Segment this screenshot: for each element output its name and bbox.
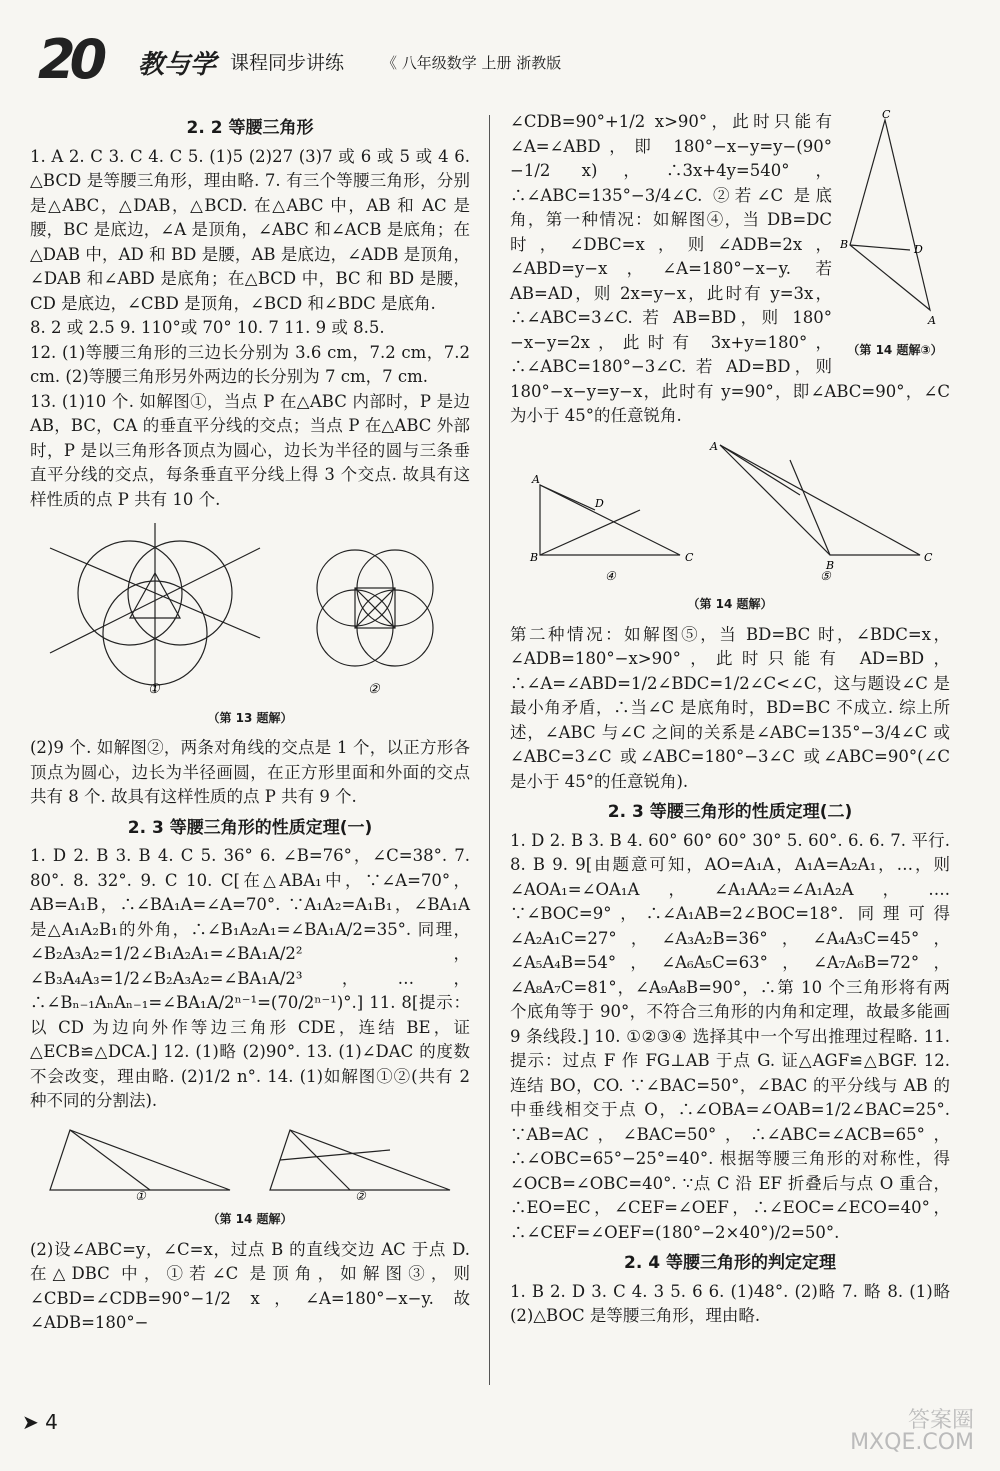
svg-text:②: ② bbox=[368, 682, 380, 697]
svg-text:A: A bbox=[928, 314, 936, 327]
section-title: 2. 2 等腰三角形 bbox=[186, 118, 314, 138]
svg-text:②: ② bbox=[355, 1188, 366, 1200]
svg-text:⑤: ⑤ bbox=[820, 568, 831, 583]
figure-14-c bbox=[840, 110, 950, 362]
svg-text:①: ① bbox=[148, 682, 160, 697]
right-column bbox=[510, 110, 950, 1329]
page-number: 4 bbox=[45, 1410, 58, 1434]
svg-text:C: C bbox=[685, 550, 694, 564]
answer-paragraph: 1. A 2. C 3. C 4. C 5. (1)5 (2)27 (3)7 或 6 或 5 或 4 6. △BCD 是等腰三角形，理由略. 7. 有三个等腰三角形，分别是△ABC，△DAB，△BCD. 在△ABC 中，AB 和 AC 是腰，BC 是底边，∠A 是顶角，∠ABC 和∠ACB 是底角；在△DAB 中，AD 和 BD 是腰，AB 是底边，∠ADB 是顶角，∠DAB 和∠ABD 是底角；在△BCD 中，BC 和 BD 是腰，CD 是底边，∠CBD 是顶角，∠BCD 和∠BDC 是底角. bbox=[30, 146, 470, 313]
brand-title: 教与学 bbox=[138, 50, 217, 80]
column-divider bbox=[489, 115, 490, 1385]
figure-13-diagram bbox=[30, 518, 470, 698]
svg-text:C: C bbox=[882, 110, 891, 121]
figure-14-triangles bbox=[30, 1120, 470, 1200]
figure-caption: （第 14 题解） bbox=[687, 597, 773, 611]
watermark-line: 答案圈 bbox=[907, 1408, 974, 1433]
logo-mark: 20 bbox=[38, 28, 102, 91]
svg-text:④: ④ bbox=[605, 568, 616, 583]
svg-text:B: B bbox=[826, 558, 835, 572]
answer-paragraph: 13. (1)10 个. 如解图①，当点 P 在△ABC 内部时，P 是边 AB，BC，CA 的垂直平分线的交点；当点 P 在△ABC 外部时，P 是以三角形各顶点为圆心，边长为半径的圆与三条垂直平分线的交点，每条垂直平分线上得 3 个交点. 故具有这样性质的点 P 共有 10 个. bbox=[30, 391, 470, 509]
svg-text:C: C bbox=[924, 550, 933, 564]
figure-14c-diagram bbox=[840, 110, 950, 330]
figure-14-d bbox=[510, 435, 950, 617]
answer-paragraph: 第二种情况：如解图⑤，当 BD=BC 时，∠BDC=x，∠ADB=180°−x>90°，此时只能有 AD=BD，∴∠A=∠ABD=1/2∠BDC=1/2∠C<∠C，这与题设∠C 是最小角矛盾，∴当∠C 是底角时，BD=BC 不成立. 综上所述，∠ABC 与∠C 之间的关系是∠ABC=135°−3/4∠C 或∠ABC=3∠C 或∠ABC=180°−3∠C 或∠ABC=90°(∠C 是小于 45°的任意锐角). bbox=[510, 624, 950, 791]
answer-paragraph: 1. D 2. B 3. B 4. 60° 60° 60° 30° 5. 60°. 6. 6. 7. 平行. 8. B 9. 9[由题意可知，AO=A₁A，A₁A=A₂A₁，…，则∠AOA₁=∠OA₁A，∠A₁AA₂=∠A₁A₂A，…. ∵∠BOC=9°，∴∠A₁AB=2∠BOC=18°. 同理可得∠A₂A₁C=27°，∠A₃A₂B=36°，∠A₄A₃C=45°，∠A₅A₄B=54°，∠A₆A₅C=63°，∠A₇A₆B=72°，∠A₈A₇C=81°，∠A₉A₈B=90°，∴第 10 个三角形将有两个底角等于 90°，不符合三角形的内角和定理，故最多能画 9 条线段.] 10. ①②③④ 选择其中一个写出推理过程略. 11. 提示：过点 F 作 FG⊥AB 于点 G. 证△AGF≌△BGF. 12. 连结 BO，CO. ∵∠BAC=50°，∠BAC 的平分线与 AB 的中垂线相交于点 O，∴∠OBA=∠OAB=1/2∠BAC=25°. ∵AB=AC，∠BAC=50°，∴∠ABC=∠ACB=65°，∴∠OBC=65°−25°=40°. 根据等腰三角形的对称性，得∠OCB=∠OBC=40°. ∵点 C 沿 EF 折叠后与点 O 重合，∴EO=EC，∠CEF=∠OEF，∴∠EOC=∠ECO=40°，∴∠CEF=∠OEF=(180°−2×40°)/2=50°. bbox=[510, 830, 950, 1242]
figure-caption: （第 14 题解③） bbox=[847, 342, 943, 357]
answer-paragraph: ∠CDB=90°+1/2 x>90°，此时只能有∠A=∠ABD，即 180°−x−y=y−(90°−1/2 x)，∴3x+4y=540°，∴∠ABC=135°−3/4∠C. ②若∠C 是底角，第一种情况：如解图④，当 DB=DC 时，∠DBC=x，则∠ADB=2x，∠ABD=y−x，∠A=180°−x−y. 若 AB=AD，则 2x=y−x，此时有 y=3x，∴∠ABC=3∠C. 若 AB=BD，则 180°−x−y=2x，此时有 3x+y=180°，∴∠ABC=180°−3∠C. 若 AD=BD，则 180°−x−y=y−x，此时有 y=90°，即∠ABC=90°，∠C 为小于 45°的任意锐角. bbox=[510, 112, 950, 425]
page-footer bbox=[22, 1410, 58, 1434]
svg-text:A: A bbox=[710, 439, 718, 453]
section-title: 2. 3 等腰三角形的性质定理(二) bbox=[607, 802, 853, 822]
left-column bbox=[30, 110, 470, 1336]
figure-13 bbox=[30, 518, 470, 730]
grade-label: 《 八年级数学 上册 浙教版 bbox=[382, 54, 562, 72]
figure-14de-diagram bbox=[510, 435, 950, 585]
page-header bbox=[30, 28, 970, 98]
watermark bbox=[850, 1410, 974, 1454]
svg-text:B: B bbox=[840, 238, 849, 251]
svg-text:A: A bbox=[532, 472, 540, 486]
figure-14-a bbox=[30, 1120, 470, 1232]
section-title: 2. 4 等腰三角形的判定定理 bbox=[624, 1253, 836, 1273]
svg-text:D: D bbox=[914, 243, 923, 256]
figure-caption: （第 13 题解） bbox=[207, 710, 293, 725]
watermark-line: MXQE.COM bbox=[850, 1430, 974, 1455]
section-title: 2. 3 等腰三角形的性质定理(一) bbox=[127, 817, 373, 838]
svg-text:①: ① bbox=[135, 1188, 146, 1200]
answer-paragraph: 8. 2 或 2.5 9. 110°或 70° 10. 7 11. 9 或 8.5. bbox=[30, 318, 385, 337]
arrow-icon: ➤ bbox=[22, 1410, 46, 1434]
answer-paragraph: 1. D 2. B 3. B 4. C 5. 36° 6. ∠B=76°，∠C=38°. 7. 80°. 8. 32°. 9. C 10. C[在△ABA₁中，∵∠A=70°，AB=A₁B，∴∠BA₁A=∠A=70°. ∵A₁A₂=A₁B₁，∠BA₁A 是△A₁A₂B₁的外角，∴∠B₁A₂A₁=∠BA₁A/2=35°. 同理，∠B₂A₃A₂=1/2∠B₁A₂A₁=∠BA₁A/2²，∠B₃A₄A₃=1/2∠B₂A₃A₂=∠BA₁A/2³，…，∴∠Bₙ₋₁AₙAₙ₋₁=∠BA₁A/2ⁿ⁻¹=(70/2ⁿ⁻¹)°.] 11. 8[提示：以 CD 为边向外作等边三角形 CDE，连结 BE，证△ECB≌△DCA.] 12. (1)略 (2)90°. 13. (1)∠DAC 的度数不会改变，理由略. (2)1/2 n°. 14. (1)如解图①②(共有 2 种不同的分割法). bbox=[30, 846, 470, 1110]
svg-text:B: B bbox=[530, 550, 539, 564]
answer-paragraph: (2)设∠ABC=y，∠C=x，过点 B 的直线交边 AC 于点 D. 在△DBC 中，①若∠C 是顶角，如解图③，则∠CBD=∠CDB=90°−1/2 x，∠A=180°−x−y. 故∠ADB=180°− bbox=[30, 1239, 470, 1332]
answer-paragraph: (2)9 个. 如解图②，两条对角线的交点是 1 个，以正方形各顶点为圆心，边长为半径画圆，在正方形里面和外面的交点共有 8 个. 故具有这样性质的点 P 共有 9 个. bbox=[30, 738, 470, 806]
figure-caption: （第 14 题解） bbox=[207, 1212, 293, 1226]
series-title: 课程同步讲练 bbox=[230, 52, 345, 74]
answer-paragraph: 1. B 2. D 3. C 4. 3 5. 6 6. (1)48°. (2)略 7. 略 8. (1)略 (2)△BOC 是等腰三角形，理由略. bbox=[510, 1281, 950, 1325]
answer-paragraph: 12. (1)等腰三角形的三边长分别为 3.6 cm，7.2 cm，7.2 cm. (2)等腰三角形另外两边的长分别为 7 cm，7 cm. bbox=[30, 342, 470, 386]
svg-text:D: D bbox=[595, 496, 604, 510]
